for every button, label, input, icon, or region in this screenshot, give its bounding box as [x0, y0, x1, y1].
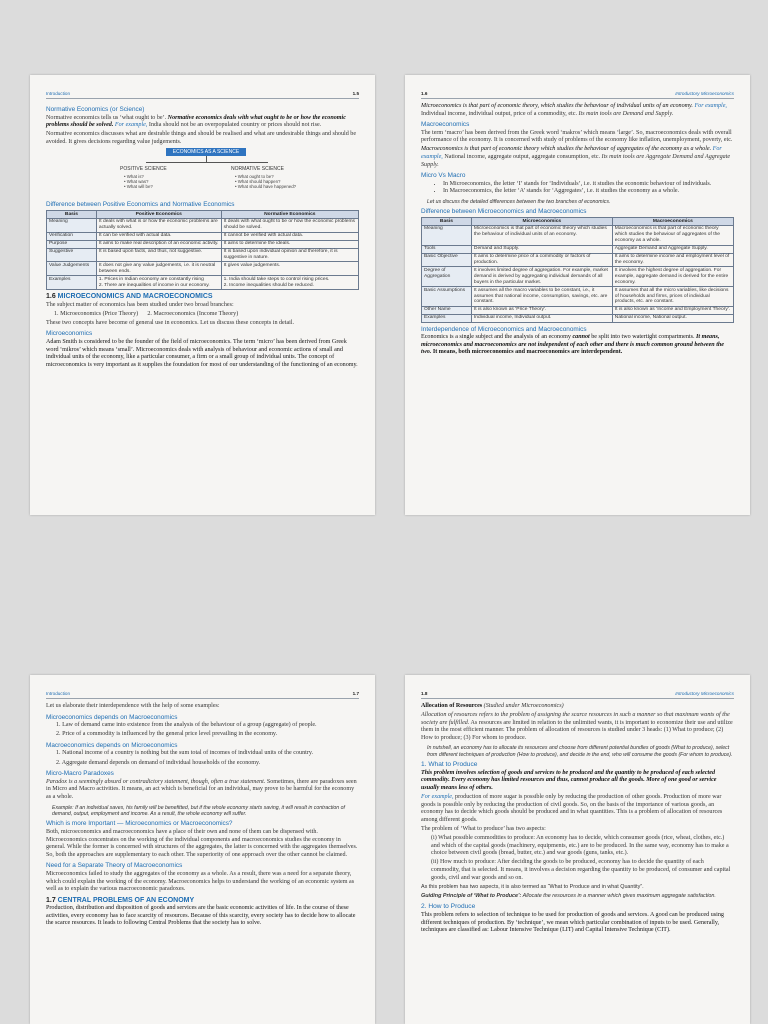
header-page-number: 1.6	[421, 91, 428, 96]
table-row	[422, 267, 734, 287]
table-row	[47, 276, 359, 290]
table-cell: It involves the highest degree of aggregation. For example, aggregate demand is derived for the entire economy.	[612, 267, 733, 287]
row-basis-cell: Basic Objective	[422, 253, 472, 267]
table-cell: It assumes all the macro variables to be constant, i.e., it assumes that national income, consumption, savings, etc. are constant.	[471, 287, 612, 307]
table-cell: It aims to determine income and employment level of the economy.	[612, 253, 733, 267]
macroeconomics-definition: Macroeconomics is that part of economic theory which studies the behaviour of aggregates of the economy as a whole. For example, National income, aggregate output, aggregate consumption, etc. Its main tools are Aggregate Demand and Aggregate Supply.	[421, 146, 731, 168]
table-cell: 1. India should take steps to control rising prices. 2. Income inequalities should be reduced.	[221, 276, 358, 290]
branches-detail: These two concepts have become of general use in economics. Let us discuss these concepts in detail.	[46, 319, 295, 326]
aspect-1: (i) What possible commodities to produce: An economy has to decide, which consumer goods (rice, wheat, clothes, etc.) and which of the capital goods (machinery, equipments, etc.) are to be produced. In the same way, economy has to make a choice between civil goods (bread, butter, etc.) and war goods (guns, tanks, etc.).	[431, 835, 729, 857]
page-header	[46, 91, 359, 99]
page-1-5	[30, 75, 375, 515]
header-book-title: Introductory Microeconomics	[675, 91, 734, 96]
table-cell: It is based upon facts, and thus, not suggestive.	[96, 248, 221, 262]
row-basis-cell: Other Name	[422, 306, 472, 314]
list-item: 1. Law of demand came into existence from the analysis of the behaviour of a group (aggregate) of people.	[56, 722, 317, 729]
heading-positive-vs-normative: Difference between Positive Economics and Normative Economics	[46, 201, 235, 209]
list-item: 2. Aggregate demand depends on demand of individual households of the economy.	[56, 759, 261, 766]
header-page-number: 1.8	[421, 691, 428, 696]
table-row	[47, 240, 359, 248]
column-header: Macroeconomics	[612, 218, 733, 226]
column-header: Positive Economics	[96, 211, 221, 219]
header-page-number: 1.5	[352, 91, 359, 96]
diagram-root: ECONOMICS AS A SCIENCE	[166, 148, 246, 156]
table-row	[422, 287, 734, 307]
table-cell: National income, National output.	[612, 314, 733, 322]
table-row	[422, 314, 734, 322]
heading-microeconomics: Microeconomics	[46, 330, 93, 338]
table-cell: It involves limited degree of aggregation. For example, market demand is derived by aggregating individual demands of all buyers in the particular market.	[471, 267, 612, 287]
column-header: Microeconomics	[471, 218, 612, 226]
page-header	[421, 91, 734, 99]
table-row	[422, 306, 734, 314]
allocation-paragraph: Allocation of resources refers to the problem of assigning the scarce resources in such a manner so that maximum wants of the society are fulfilled. As resources are limited in relation to the unlimited wants, it is important to economize their use and utilize them in the most efficient manner. The problem of allocation of resources is studied under 3 heads: (1) What to produce; (2) How to produce; (3) For whom to produce.	[421, 712, 733, 741]
row-basis-cell: Suggestive	[47, 248, 97, 262]
page-1-8	[405, 675, 750, 1024]
row-basis-cell: Examples	[47, 276, 97, 290]
section-heading-1-7: 1.7 CENTRAL PROBLEMS OF AN ECONOMY	[46, 896, 195, 904]
header-chapter: Introduction	[46, 91, 71, 96]
table-cell: It gives value judgements.	[221, 262, 358, 276]
table-cell: It can be verified with actual data.	[96, 232, 221, 240]
list-item: 2. Price of a commodity is influenced by the general price level prevailing in the economy.	[56, 731, 278, 738]
table-cell: It is also known as ‘Price Theory’.	[471, 306, 612, 314]
table-cell: It aims to make real description of an economic activity.	[96, 240, 221, 248]
microeconomics-paragraph: Adam Smith is considered to be the founder of the field of microeconomics. The term ‘micro’ has been derived from Greek word ‘mikros’ which means ‘small’. Microeconomics deals with analysis of behaviour and economic actions of small and individual units of the economy, like a particular consumer, a firm or a small group of individual units. The concept of microeconomics is very important as it supplies the foundation for most of our understanding of the functioning of an economy.	[46, 339, 358, 368]
micro-vs-macro-list	[421, 181, 734, 196]
table-row	[47, 262, 359, 276]
normative-definition: Normative economics tells us ‘what ought to be’. Normative economics deals with what ought to be or how the economic problems should be solved. For example, India should not be an overpopulated country or prices should not rise.	[46, 114, 346, 129]
table-cell: It aims to determine the ideals.	[221, 240, 358, 248]
how-to-produce-paragraph: This problem refers to selection of technique to be used for production of goods and services. A good can be produced using different techniques of production. By ‘technique’, we mean which particular combination of inputs to be used. Generally, techniques are classified as: Labour Intensive Technique (LIT) and Capital Intensive Technique (CIT).	[421, 911, 724, 934]
macro-depends-list	[46, 750, 359, 767]
table-row	[422, 225, 734, 245]
table-cell: Macroeconomics is that part of economic theory which studies the behaviour of aggregates of the economy as a whole.	[612, 225, 733, 245]
interdependence-paragraph: Economics is a single subject and the analysis of an economy cannot be split into two watertight compartments. It means, microeconomics and macroeconomics are not independent of each other and there is much common ground between the two. It means, both microeconomics and macroeconomics are interdependent.	[421, 334, 724, 356]
column-header: Basis	[47, 211, 97, 219]
table-cell: Individual income, Individual output.	[471, 314, 612, 322]
aspects-intro: The problem of ‘What to produce’ has two aspects:	[421, 826, 546, 833]
page-1-7	[30, 675, 375, 1024]
table-cell: It is also known as ‘Income and Employment Theory’.	[612, 306, 733, 314]
aspects-summary: As this problem has two aspects, it is also termed as “What to Produce and in what Quantity”.	[421, 883, 644, 890]
table-cell: Microeconomics is that part of economic theory which studies the behaviour of individual units of an economy.	[471, 225, 612, 245]
micro-macro-table	[421, 217, 734, 323]
central-problems-paragraph: Production, distribution and disposition of goods and services are the basic economic activities of life. In the course of these activities, every economy has to face scarcity of resources. Because of this scarcity, every society has to decide how to allocate the scarce resources. It leads to following Central Problems that the society has to solve.	[46, 905, 356, 927]
heading-what-to-produce: 1. What to Produce	[421, 761, 478, 769]
heading-macroeconomics: Macroeconomics	[421, 121, 470, 129]
paradox-paragraph: Paradox is a seemingly absurd or contradictory statement, though, often a true statement. Sometimes, there are paradoxes seen in Micro and Macro activities. It means, an act which is beneficial for an individual, may prove to be harmful for the economy as a whole.	[46, 778, 357, 800]
micro-depends-list	[46, 722, 359, 739]
differences-note: Let us discuss the detailed differences between the two branches of economics.	[427, 199, 611, 206]
list-item: • In Microeconomics, the letter ‘I’ stands for ‘Individuals’, i.e. it studies the economic behaviour of individuals.	[443, 181, 734, 189]
row-basis-cell: Meaning	[47, 218, 97, 232]
table-row	[422, 253, 734, 267]
table-cell: It is based upon individual opinion and therefore, it is suggestive in nature.	[221, 248, 358, 262]
row-basis-cell: Value Judgements	[47, 262, 97, 276]
row-basis-cell: Degree of Aggregation	[422, 267, 472, 287]
header-chapter: Introduction	[46, 691, 71, 696]
header-book-title: Introductory Microeconomics	[675, 691, 734, 696]
interdependence-intro: Let us elaborate their interdependence with the help of some examples:	[46, 703, 220, 709]
what-to-produce-paragraph: This problem involves selection of goods and services to be produced and the quantity to be produced of each selected commodity. Every economy has limited resources and thus, cannot produce all the goods. More of one good or service usually means less of others.	[421, 769, 717, 792]
aspect-2: (ii) How much to produce: After deciding the goods to be produced, economy has to decide the quantity of each commodity, that is selected. It means, it involves a decision regarding the quantity to be produced, of consumer and capital goods, civil and war goods and so on.	[431, 859, 731, 881]
section-heading-1-6: 1.6 MICROECONOMICS AND MACROECONOMICS	[46, 293, 213, 301]
table-cell: Demand and Supply.	[471, 245, 612, 253]
heading-separate-theory: Need for a Separate Theory of Macroeconomics	[46, 862, 183, 870]
list-item: 1. National income of a country is nothing but the sum total of incomes of individual units of the country.	[56, 750, 314, 757]
table-header-row	[47, 211, 359, 219]
table-row	[422, 245, 734, 253]
page-header	[421, 691, 734, 699]
table-cell: It does not give any value judgements, i.e. it is neutral between ends.	[96, 262, 221, 276]
positive-normative-table	[46, 210, 359, 290]
importance-paragraph: Both, microeconomics and macroeconomics have a place of their own and none of them can be dispensed with. Microeconomics concentrates on the working of the individual components and macroeconomics studies the economy in general. While the former is concerned with structures of the aggregates, the latter is concerned with the aggregates themselves. So, both the approaches are supplementary to each other. The superiority of one approach over the other cannot be claimed.	[46, 828, 358, 858]
table-cell: Aggregate Demand and Aggregate Supply.	[612, 245, 733, 253]
page-1-6	[405, 75, 750, 515]
table-row	[47, 232, 359, 240]
diagram-normative: NORMATIVE SCIENCE • What ought to be? • What should happen? • What should have happened?	[231, 166, 297, 190]
column-header: Normative Economics	[221, 211, 358, 219]
row-basis-cell: Basic Assumptions	[422, 287, 472, 307]
heading-macro-depends-on-micro: Macroeconomics depends on Microeconomics	[46, 741, 178, 749]
microeconomics-definition: Microeconomics is that part of economic theory, which studies the behaviour of individual units of an economy. For example, Individual income, individual output, price of a commodity, etc. Its main tools are Demand and Supply.	[421, 103, 727, 117]
macroeconomics-paragraph: The term ‘macro’ has been derived from the Greek word ‘makros’ which means ‘large’. So, macroeconomics deals with overall performance of the economy. It is concerned with study of problems of the economy like inflation, unemployment, poverty, etc.	[421, 129, 733, 144]
table-cell: It deals with what ought to be or how the economic problems should be solved.	[221, 218, 358, 232]
list-item: • In Macroeconomics, the letter ‘A’ stands for ‘Aggregates’, i.e. it studies the economy as a whole.	[443, 188, 734, 196]
header-page-number: 1.7	[352, 691, 359, 696]
row-basis-cell: Purpose	[47, 240, 97, 248]
diagram-positive: POSITIVE SCIENCE • What is? • What was? • What will be?	[120, 166, 167, 190]
column-header: Basis	[422, 218, 472, 226]
branches-intro: The subject matter of economics has been studied under two broad branches:	[46, 301, 234, 308]
table-row	[47, 248, 359, 262]
heading-micro-macro-difference: Difference between Microeconomics and Macroeconomics	[421, 208, 587, 216]
heading-interdependence: Interdependence of Microeconomics and Macroeconomics	[421, 325, 587, 333]
heading-which-important: Which is more Important — Microeconomics or Macroeconomics?	[46, 820, 233, 828]
heading-normative-economics: Normative Economics (or Science)	[46, 106, 145, 113]
guiding-principle: Guiding Principle of ‘What to Produce’: Allocate the resources in a manner which gives maximum aggregate satisfaction.	[421, 892, 716, 899]
row-basis-cell: Verification	[47, 232, 97, 240]
page-header	[46, 691, 359, 699]
table-cell: It assumes that all the micro variables, like decisions of households and firms, prices of individual products, etc. are constant.	[612, 287, 733, 307]
paradox-example: Example: If an individual saves, his family will be benefitted, but if the whole economy starts saving, it will result in contraction of demand, output, employment and income. As a result, the whole economy will suffer.	[52, 804, 345, 817]
economics-science-diagram	[46, 148, 359, 198]
heading-micro-depends-on-macro: Microeconomics depends on Macroeconomics	[46, 713, 178, 721]
table-row	[47, 218, 359, 232]
table-cell: 1. Prices in Indian economy are constantly rising 2. There are inequalities of income in our economy.	[96, 276, 221, 290]
nutshell-note: In nutshell, an economy has to allocate its resources and choose from different potential bundles of goods (What to produce), select from different techniques of production (How to produce), and decide in the end, who will consume the goods (For whom to produce).	[427, 745, 733, 758]
separate-theory-paragraph: Microeconomics failed to study the aggregates of the economy as a whole. As a result, there was a need for a separate theory, which could explain the working of the economy. Macroeconomics helps to understand the working of an economic system as well as to explain the various macroeconomic paradoxes.	[46, 870, 355, 893]
row-basis-cell: Examples	[422, 314, 472, 322]
row-basis-cell: Meaning	[422, 225, 472, 245]
allocation-heading: Allocation of Resources (Studied under Microeconomics)	[421, 703, 564, 709]
normative-paragraph: Normative economics discusses what are desirable things and should be realised and what are undesirable things and should be avoided. It gives decisions regarding value judgements.	[46, 131, 357, 145]
heading-paradoxes: Micro-Macro Paradoxes	[46, 770, 114, 778]
branches-list: 1. Microeconomics (Price Theory) 2. Macroeconomics (Income Theory)	[54, 310, 239, 317]
table-header-row	[422, 218, 734, 226]
heading-micro-vs-macro: Micro Vs Macro	[421, 172, 466, 180]
table-cell: It deals with what is or how the economic problems are actually solved.	[96, 218, 221, 232]
heading-how-to-produce: 2. How to Produce	[421, 903, 476, 911]
table-cell: It aims to determine price of a commodity or factors of production.	[471, 253, 612, 267]
table-cell: It cannot be verified with actual data.	[221, 232, 358, 240]
row-basis-cell: Tools	[422, 245, 472, 253]
what-to-produce-example: For example, production of more sugar is possible only by reducing the production of other goods. Production of more war goods is possible only by reducing the production of civil goods. So, on the basis of the importance of various goods, an economy has to decide which goods should be produced and in what quantities. This is a problem of allocation of resources among different goods.	[421, 794, 723, 823]
